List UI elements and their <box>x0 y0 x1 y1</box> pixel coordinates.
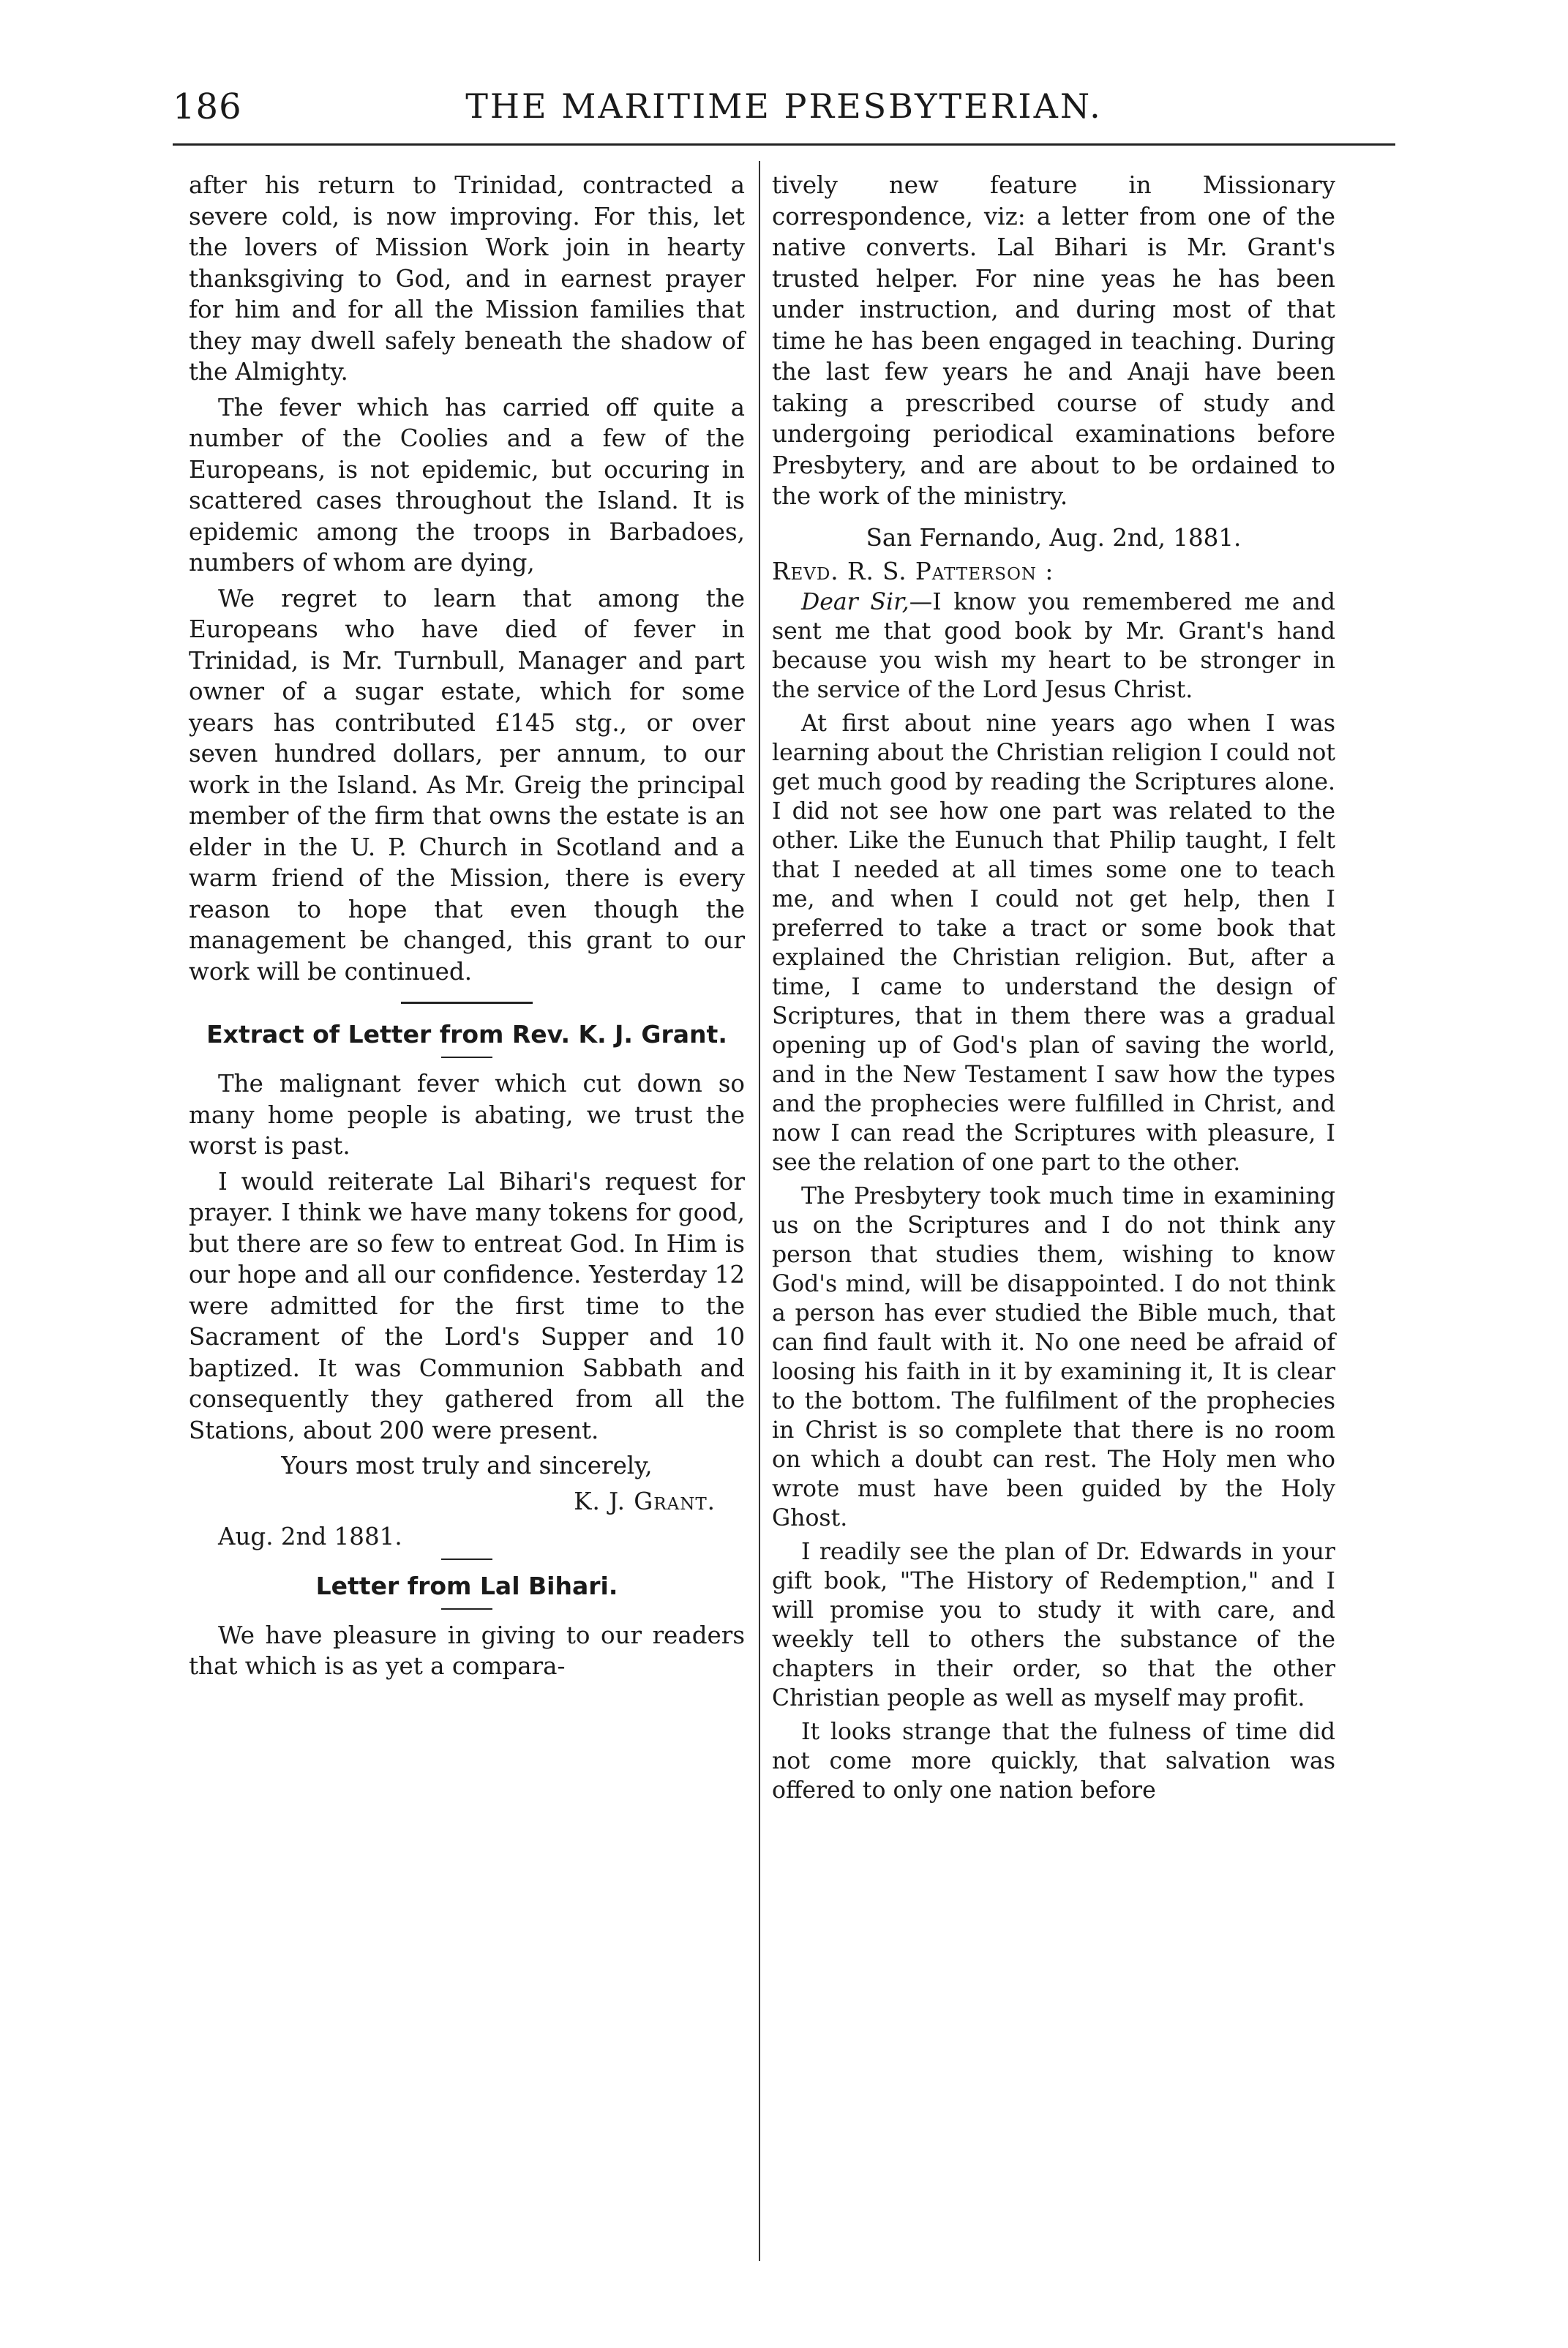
section-heading: Letter from Lal Bihari. <box>315 1571 618 1600</box>
paragraph: I readily see the plan of Dr. Edwards in your gift book, "The History of Redemption," and I will promise you to study it with care, and weekly tell to others the substance of the chapters in their order, so that the other Christian people as well as myself may profit. <box>772 1538 1335 1711</box>
section-heading: Extract of Letter from Rev. K. J. Grant. <box>206 1020 727 1049</box>
column-divider <box>759 161 760 2261</box>
left-column <box>189 170 745 1687</box>
letter-dateline: San Fernando, Aug. 2nd, 1881. <box>866 523 1242 552</box>
paragraph <box>772 588 1335 705</box>
paragraph: I would reiterate Lal Bihari's request for prayer. I think we have many tokens for good, but there are so few to entreat God. In Him is our hope and all our confidence. Yesterday 12 were admitted for the first time to the Sacrament of the Lord's Supper and 10 baptized. It was Communion Sabbath and consequently they gathered from all the Stations, about 200 were present. <box>189 1167 745 1444</box>
paragraph: after his return to Trinidad, contracted a severe cold, is now improving. For this, let the lovers of Mission Work join in hearty thanksgiving to God, and in earnest prayer for him and for all the Mission families that they may dwell safely beneath the shadow of the Almighty. <box>189 171 745 386</box>
paragraph: We regret to learn that among the Europeans who have died of fever in Trinidad, is Mr. Turnbull, Manager and part owner of a sugar estate, which for some years has contributed £145 stg., or over seven hundred dollars, per annum, to our work in the Island. As Mr. Greig the principal member of the firm that owns the estate is an elder in the U. P. Church in Scotland and a warm friend of the Mission, there is every reason to hope that even though the management be changed, this grant to our work will be continued. <box>189 584 745 986</box>
header-rule <box>173 143 1395 146</box>
letter-salutation: Revd. R. S. Patterson : <box>772 558 1054 585</box>
paragraph: We have pleasure in giving to our readers that which is as yet a compara- <box>189 1621 745 1680</box>
paragraph: The fever which has carried off quite a number of the Coolies and a few of the Europeans, is not epidemic, but occuring in scattered cases throughout the Island. It is epidemic among the troops in Barbadoes, numbers of whom are dying, <box>189 393 745 577</box>
right-column <box>772 170 1335 1809</box>
section-rule <box>401 1002 533 1004</box>
section-rule <box>441 1559 492 1560</box>
letter-date: Aug. 2nd 1881. <box>218 1523 402 1550</box>
heading-rule <box>441 1608 492 1610</box>
dear-sir: Dear Sir, <box>801 588 909 615</box>
letter-closing: Yours most truly and sincerely, <box>281 1452 653 1479</box>
page-header <box>173 86 1395 130</box>
heading-rule <box>441 1057 492 1058</box>
letter-signature: K. J. Grant. <box>574 1487 716 1515</box>
paragraph: At first about nine years ago when I was learning about the Christian religion I could not get much good by reading the Scriptures alone. I did not see how one part was related to the other. Like the Eunuch that Philip taught, I felt that I needed at all times some one to teach me, and when I could not get help, then I preferred to take a tract or some book that explained the Christian religion. But, after a time, I came to understand the design of Scriptures, that in them there was a gradual opening up of God's plan of saving the world, and in the New Testament I saw how the types and the prophecies were fulfilled in Christ, and now I can read the Scriptures with pleasure, I see the relation of one part to the other. <box>772 710 1335 1176</box>
paragraph: tively new feature in Missionary correspondence, viz: a letter from one of the native converts. Lal Bihari is Mr. Grant's trusted helper. For nine yeas he has been under instruction, and during most of that time he has been engaged in teaching. During the last few years he and Anaji have been taking a prescribed course of study and undergoing periodical examinations before Presbytery, and are about to be ordained to the work of the ministry. <box>772 171 1335 510</box>
page-number: 186 <box>173 86 242 127</box>
paragraph: It looks strange that the fulness of time did not come more quickly, that salvation was offered to only one nation before <box>772 1718 1335 1804</box>
paragraph: The malignant fever which cut down so many home people is abating, we trust the worst is past. <box>189 1070 745 1160</box>
paragraph: The Presbytery took much time in examining us on the Scriptures and I do not think any person that studies them, wishing to know God's mind, will be disappointed. I do not think a person has ever studied the Bible much, that can find fault with it. No one need be afraid of loosing his faith in it by examining it, It is clear to the bottom. The fulfilment of the prophecies in Christ is so complete that there is no room on which a doubt can rest. The Holy men who wrote must have been guided by the Holy Ghost. <box>772 1182 1335 1531</box>
paragraph-text: —I know you remembered me and sent me that good book by Mr. Grant's hand because you wish my heart to be stronger in the service of the Lord Jesus Christ. <box>772 588 1335 703</box>
running-title: THE MARITIME PRESBYTERIAN. <box>465 86 1103 126</box>
